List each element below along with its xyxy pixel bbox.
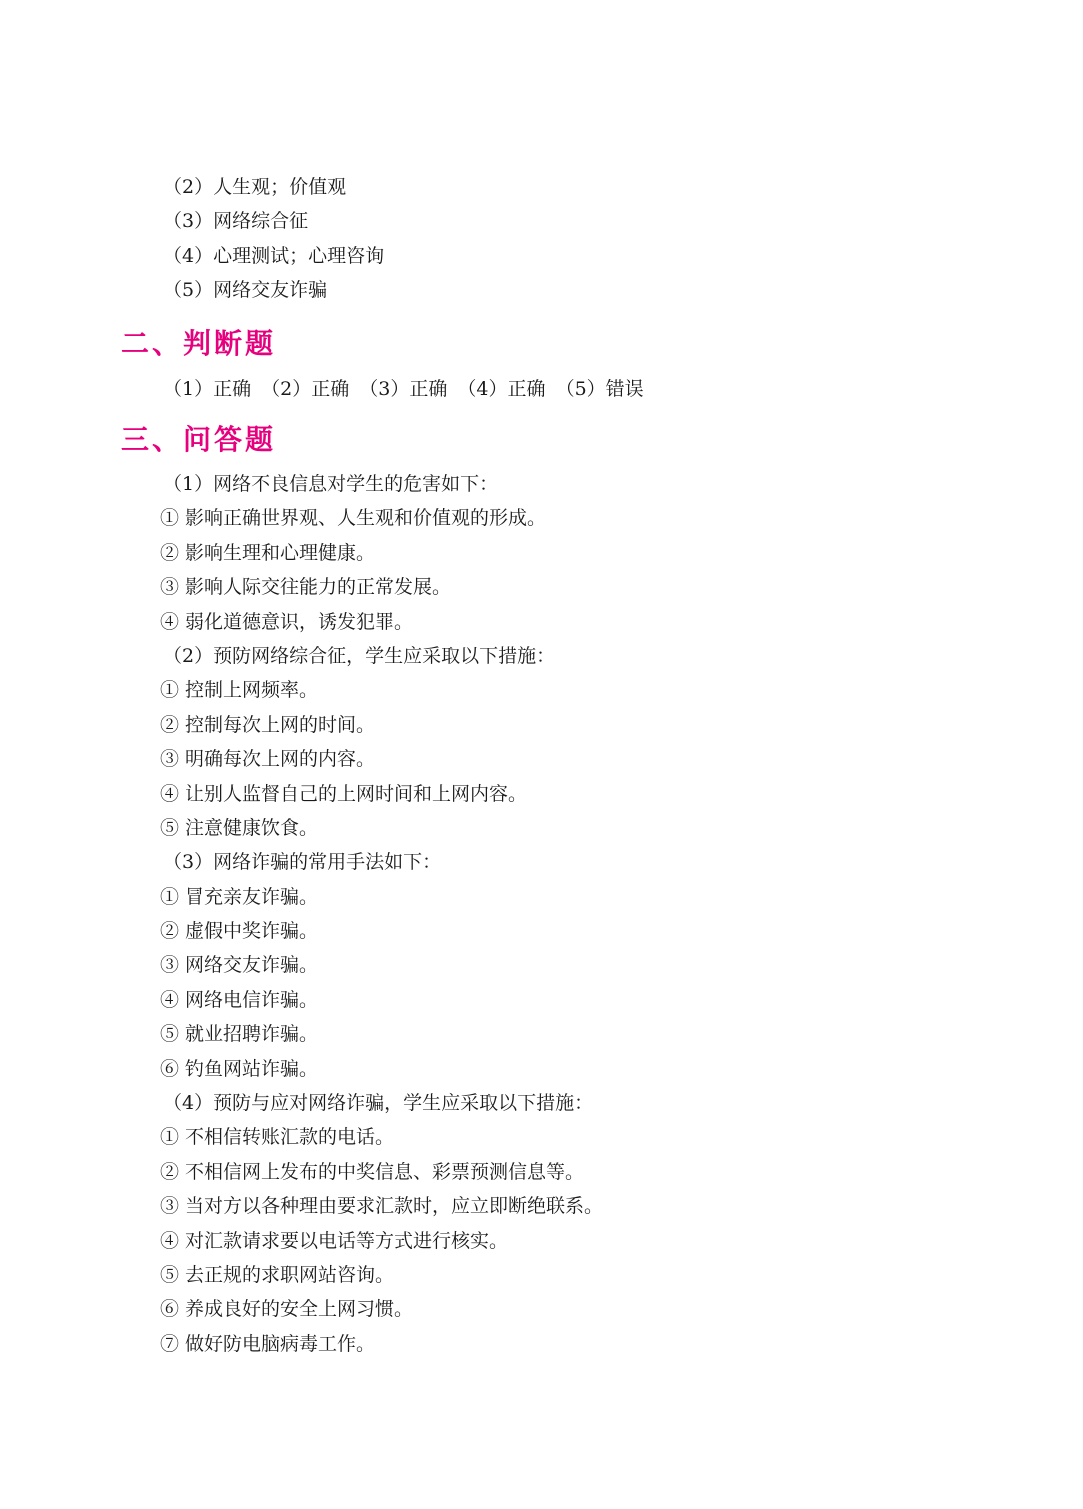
question-answer-intro: （3）网络诈骗的常用手法如下：	[163, 851, 442, 874]
answer-list-item: ④ 网络电信诈骗。	[160, 988, 319, 1011]
judgement-answer: （1）正确	[163, 378, 252, 400]
answer-list-item: ② 控制每次上网的时间。	[160, 713, 376, 736]
question-answer-intro: （4）预防与应对网络诈骗，学生应采取以下措施：	[163, 1092, 594, 1115]
section-heading-qa: 三、问答题	[121, 423, 277, 456]
judgement-answers	[163, 372, 648, 406]
section-heading-judgement: 二、判断题	[121, 327, 277, 360]
answer-list-item: ⑤ 注意健康饮食。	[160, 816, 319, 839]
answer-line: （5）网络交友诈骗	[163, 279, 328, 302]
answer-list-item: ① 冒充亲友诈骗。	[160, 885, 319, 908]
answer-line: （3）网络综合征	[163, 210, 309, 233]
qa-answers	[0, 467, 1083, 1361]
answer-list-item: ⑤ 去正规的求职网站咨询。	[160, 1263, 395, 1286]
question-answer-intro: （1）网络不良信息对学生的危害如下：	[163, 473, 499, 495]
answer-list-item: ② 影响生理和心理健康。	[160, 541, 376, 564]
fill-blank-answers	[0, 170, 1083, 308]
answer-list-item: ⑥ 养成良好的安全上网习惯。	[160, 1298, 414, 1321]
question-answer-intro: （2）预防网络综合征，学生应采取以下措施：	[163, 644, 556, 667]
answer-list-item: ① 不相信转账汇款的电话。	[160, 1126, 395, 1149]
judgement-answer: （2）正确	[261, 378, 350, 400]
answer-list-item: ② 虚假中奖诈骗。	[160, 920, 319, 943]
answer-list-item: ③ 网络交友诈骗。	[160, 954, 319, 977]
answer-list-item: ④ 让别人监督自己的上网时间和上网内容。	[160, 782, 528, 805]
answer-list-item: ⑤ 就业招聘诈骗。	[160, 1023, 319, 1046]
answer-list-item: ④ 弱化道德意识，诱发犯罪。	[160, 610, 414, 633]
answer-list-item: ② 不相信网上发布的中奖信息、彩票预测信息等。	[160, 1160, 585, 1183]
answer-line: （4）心理测试；心理咨询	[163, 244, 385, 267]
answer-list-item: ③ 当对方以各种理由要求汇款时，应立即断绝联系。	[160, 1195, 604, 1218]
answer-list-item: ③ 明确每次上网的内容。	[160, 748, 376, 771]
answer-list-item: ⑥ 钓鱼网站诈骗。	[160, 1057, 319, 1080]
answer-list-item: ① 控制上网频率。	[160, 679, 319, 702]
answer-list-item: ③ 影响人际交往能力的正常发展。	[160, 576, 452, 599]
judgement-answer: （5）错误	[555, 378, 644, 400]
answer-line: （2）人生观；价值观	[163, 176, 347, 198]
answer-list-item: ⑦ 做好防电脑病毒工作。	[160, 1332, 376, 1355]
answer-list-item: ④ 对汇款请求要以电话等方式进行核实。	[160, 1229, 509, 1252]
judgement-answer: （3）正确	[359, 378, 448, 400]
judgement-answer: （4）正确	[457, 378, 546, 400]
answer-list-item: ① 影响正确世界观、人生观和价值观的形成。	[160, 507, 547, 530]
